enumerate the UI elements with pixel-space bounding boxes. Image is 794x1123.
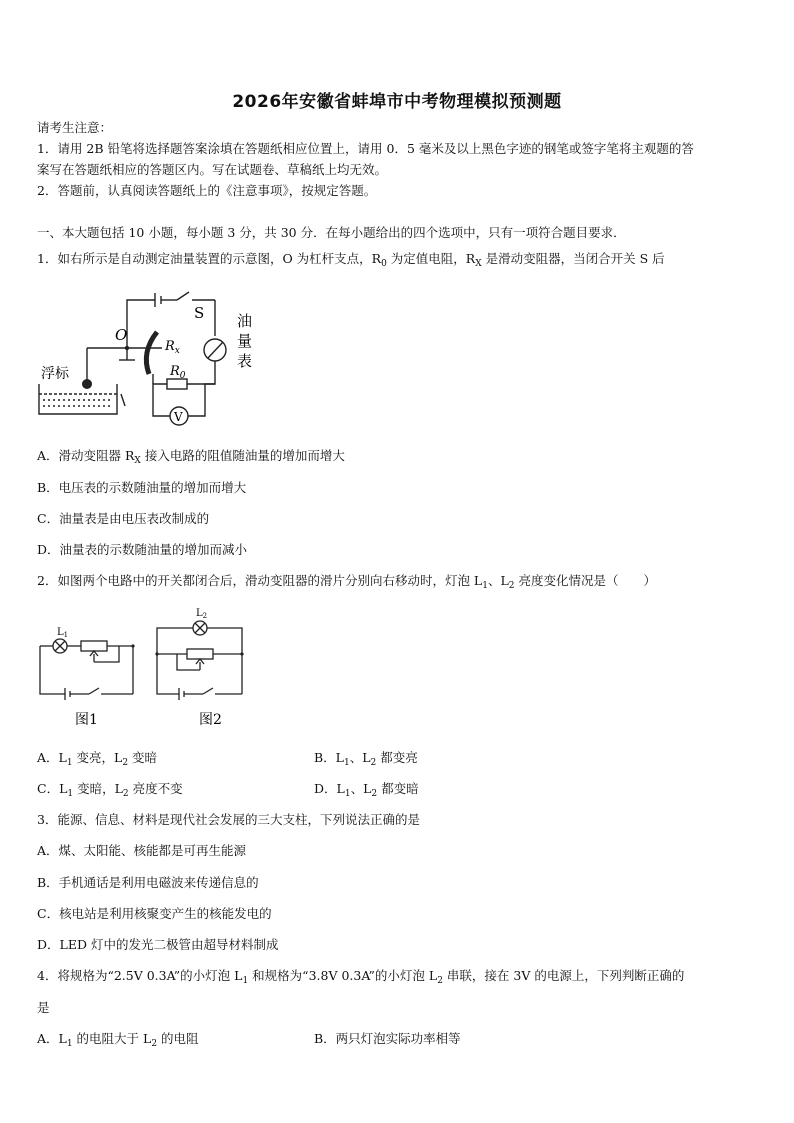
notice-item-2: 2．答题前，认真阅读答题纸上的《注意事项》，按规定答题。: [37, 183, 377, 198]
q4-stem: 4．将规格为“2.5V 0.3A”的小灯泡 $L_1$ 和规格为“3.8V 0.3A”的小灯泡 $L_2$ 串联，接在 3V 的电源上，下列判断正确的: [37, 968, 685, 986]
q3-option-d: D．LED 灯中的发光二极管由超导材料制成: [37, 937, 279, 952]
voltmeter-label: V: [174, 410, 183, 424]
q1-option-a: A．滑动变阻器 $R_X$ 接入电路的阻值随油量的增加而增大: [37, 448, 345, 466]
q1-figure: [37, 288, 267, 436]
q1-stem: 1．如右所示是自动测定油量装置的示意图，O 为杠杆支点，$R_0$ 为定值电阻，$R_X$ 是滑动变阻器，当闭合开关 S 后: [37, 251, 665, 269]
q2-figure: [37, 604, 267, 730]
q3-option-b: B．手机通话是利用电磁波来传递信息的: [37, 875, 259, 890]
gauge-label-1: 油: [237, 312, 253, 330]
pivot-label: O: [115, 326, 128, 344]
q4-stem-line2: 是: [37, 1000, 50, 1015]
float-label: 浮标: [41, 366, 69, 382]
q2-option-c: C．$L_1$ 变暗，$L_2$ 亮度不变: [37, 781, 183, 799]
lamp-l1-label: $L_1$: [57, 627, 69, 639]
section-instructions: 一、本大题包括 10 小题，每小题 3 分，共 30 分．在每小题给出的四个选项中，只有一项符合题目要求．: [37, 225, 626, 240]
q2-option-a: A．$L_1$ 变亮，$L_2$ 变暗: [37, 750, 158, 768]
q3-option-c: C．核电站是利用核聚变产生的核能发电的: [37, 906, 272, 921]
q2-stem: 2．如图两个电路中的开关都闭合后，滑动变阻器的滑片分别向右移动时，灯泡 $L_1$、$L_2$ 亮度变化情况是（ ）: [37, 573, 656, 591]
notice-heading: 请考生注意：: [37, 120, 113, 135]
page-title: 2026年安徽省蚌埠市中考物理模拟预测题: [232, 92, 562, 112]
lamp-l2-label: $L_2$: [196, 608, 208, 620]
gauge-label-2: 量: [237, 332, 253, 350]
q3-option-a: A．煤、太阳能、核能都是可再生能源: [37, 843, 247, 858]
q4-option-a: A．$L_1$ 的电阻大于 $L_2$ 的电阻: [37, 1031, 199, 1049]
fig1-caption: 图1: [75, 712, 98, 728]
rx-label: $R_x$: [165, 339, 180, 356]
q1-option-d: D．油量表的示数随油量的增加而减小: [37, 542, 248, 557]
q4-option-b: B．两只灯泡实际功率相等: [314, 1031, 461, 1046]
q3-stem: 3．能源、信息、材料是现代社会发展的三大支柱，下列说法正确的是: [37, 812, 420, 827]
fig2-caption: 图2: [199, 712, 222, 728]
gauge-label-3: 表: [237, 352, 253, 370]
r0-label: $R_0$: [170, 364, 186, 381]
q2-option-b: B．$L_1$、$L_2$ 都变亮: [314, 750, 418, 768]
notice-item-1: 1．请用 2B 铅笔将选择题答案涂填在答题纸相应位置上，请用 0．5 毫米及以上黑色字迹的钢笔或签字笔将主观题的答: [37, 141, 694, 156]
notice-item-1-cont: 案写在答题纸相应的答题区内。写在试题卷、草稿纸上均无效。: [37, 162, 388, 177]
q1-option-c: C．油量表是由电压表改制成的: [37, 511, 210, 526]
switch-label: S: [194, 304, 205, 322]
q1-option-b: B．电压表的示数随油量的增加而增大: [37, 480, 247, 495]
q2-option-d: D．$L_1$、$L_2$ 都变暗: [314, 781, 419, 799]
